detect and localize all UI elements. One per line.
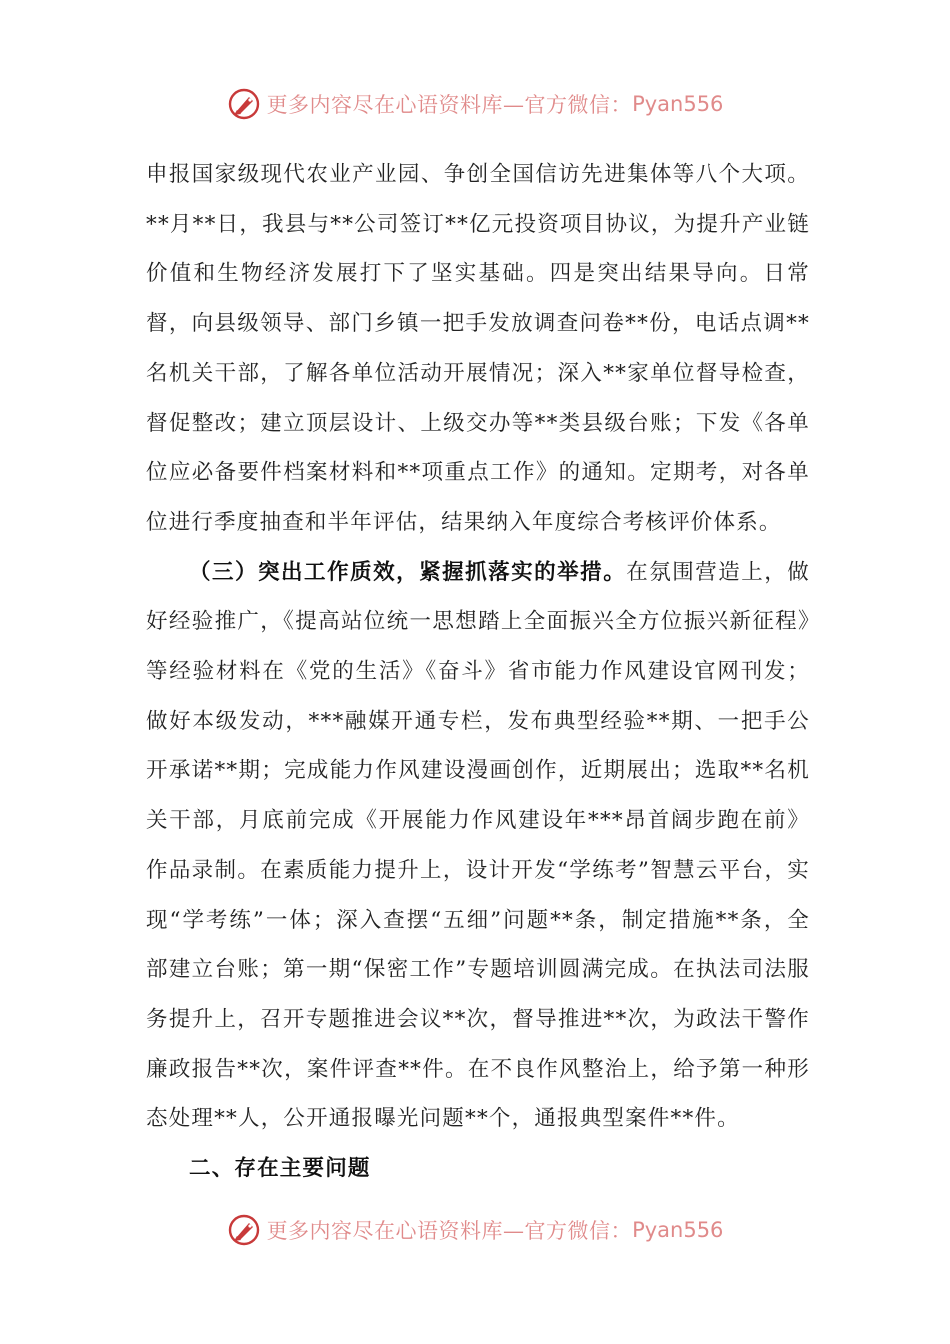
footer-banner: [0, 1210, 950, 1250]
banner-text: 更多内容尽在心语资料库—官方微信：: [266, 93, 633, 117]
document-body: [146, 150, 810, 1194]
section-heading-2: 二、存在主要问题: [189, 1156, 371, 1182]
paragraph-2-lead: （三）突出工作质效，紧握抓落实的举措。: [189, 559, 627, 585]
banner-text: 更多内容尽在心语资料库—官方微信：: [266, 1219, 633, 1243]
pen-nib-circle-icon: [227, 1213, 261, 1247]
paragraph-2: [146, 548, 810, 1144]
header-banner: [0, 84, 950, 124]
banner-wechat-id: Pyan556: [632, 1218, 724, 1242]
banner-wechat-id: Pyan556: [632, 92, 724, 116]
pen-nib-circle-icon: [227, 87, 261, 121]
paragraph-2-text: 在氛围营造上，做好经验推广，《提高站位统一思想踏上全面振兴全方位振兴新征程》等经验材料在《党的生活》《奋斗》省市能力作风建设官网刊发；做好本级发动，***融媒开通专栏，发布典型经验**期、一把手公开承诺**期；完成能力作风建设漫画创作，近期展出；选取**名机关干部，月底前完成《开展能力作风建设年***昂首阔步跑在前》作品录制。在素质能力提升上，设计开发“学练考”智慧云平台，实现“学考练”一体；深入查摆“五细”问题**条，制定措施**条，全部建立台账；第一期“保密工作”专题培训圆满完成。在执法司法服务提升上，召开专题推进会议**次，督导推进**次，为政法干警作廉政报告**次，案件评查**件。在不良作风整治上，给予第一种形态处理**人，公开通报曝光问题**个，通报典型案件**件。: [146, 559, 810, 1132]
paragraph-1: 申报国家级现代农业产业园、争创全国信访先进集体等八个大项。**月**日，我县与**公司签订**亿元投资项目协议，为提升产业链价值和生物经济发展打下了坚实基础。四是突出结果导向。日常督，向县级领导、部门乡镇一把手发放调查问卷**份，电话点调**名机关干部，了解各单位活动开展情况；深入**家单位督导检查，督促整改；建立顶层设计、上级交办等**类县级台账；下发《各单位应必备要件档案材料和**项重点工作》的通知。定期考，对各单位进行季度抽查和半年评估，结果纳入年度综合考核评价体系。: [146, 162, 810, 535]
